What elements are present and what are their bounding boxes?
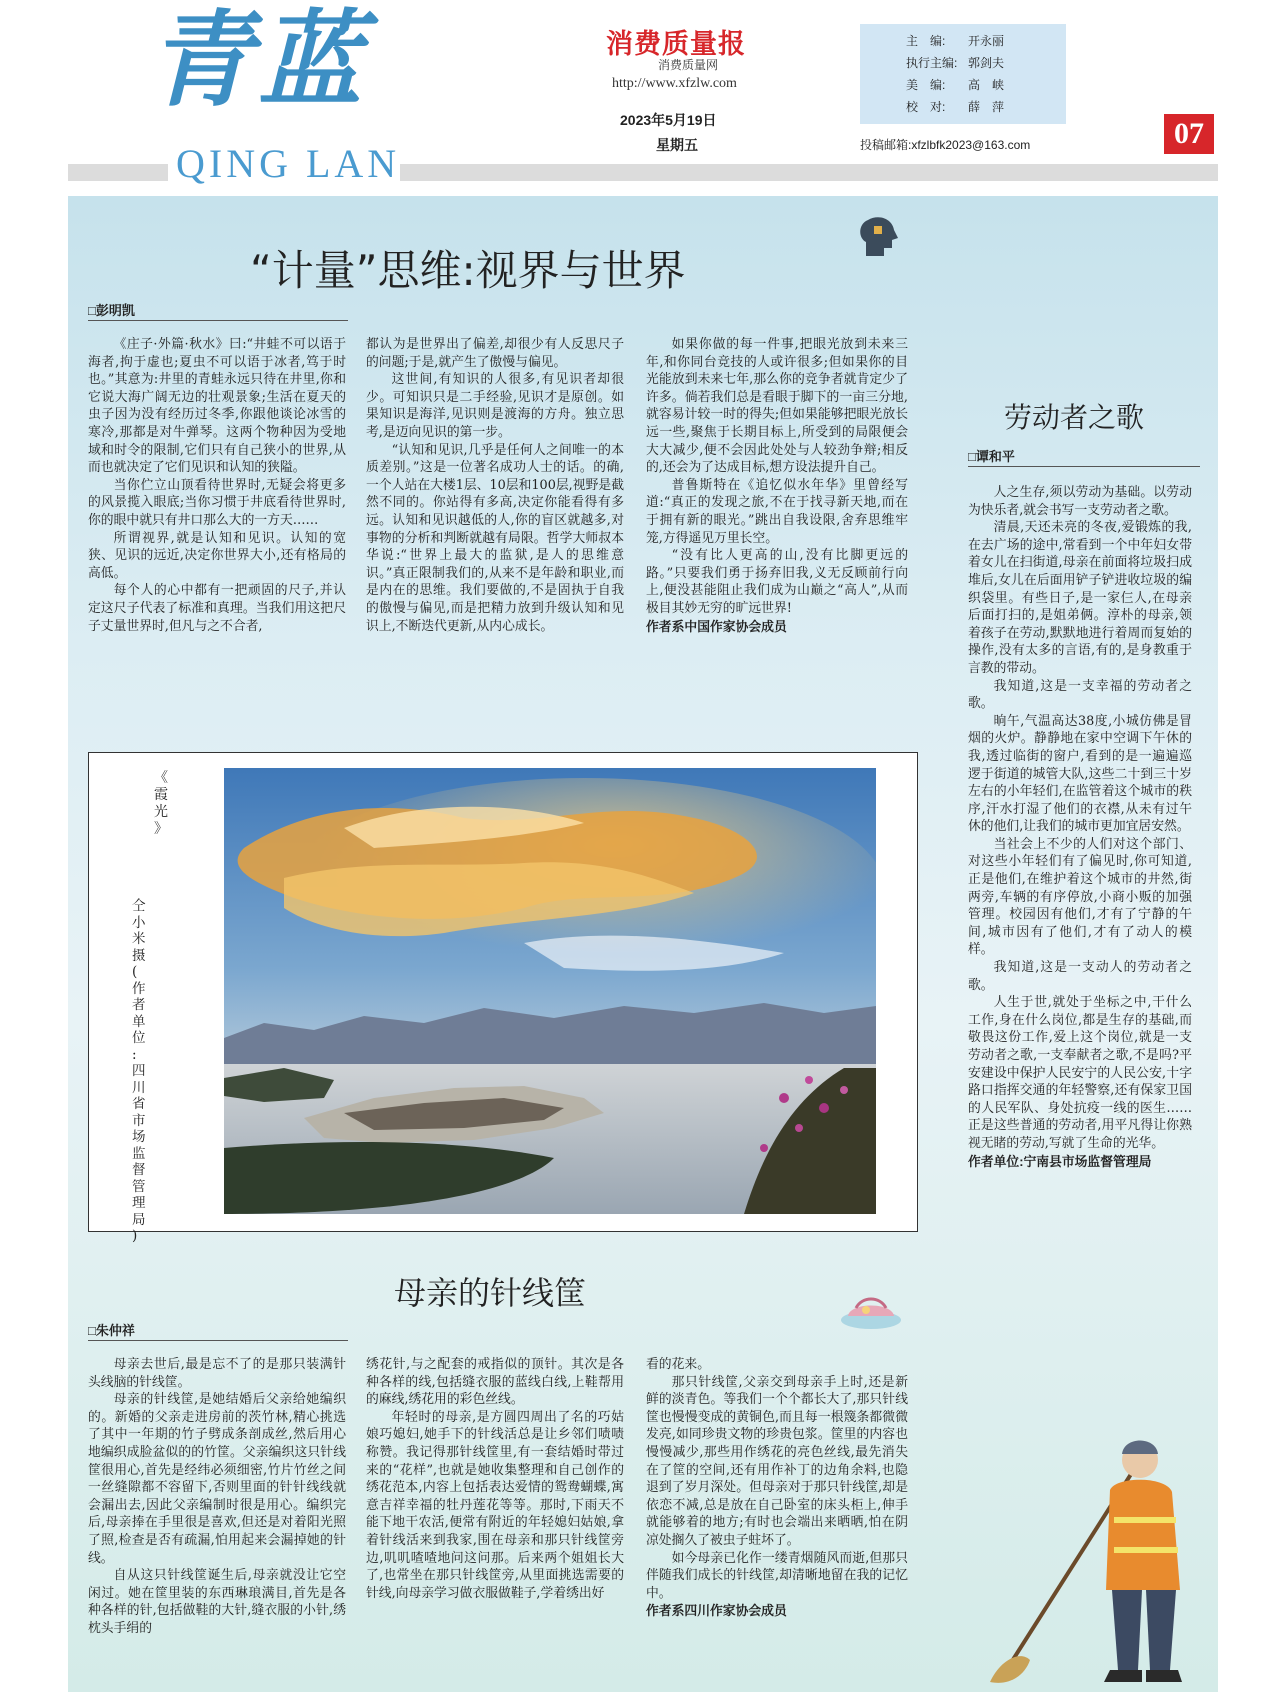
article-column-3 xyxy=(646,336,908,700)
newspaper-name: 消费质量报 xyxy=(606,29,746,59)
article-column-1 xyxy=(88,1356,346,1686)
sewing-basket-icon xyxy=(836,1286,906,1332)
street-sweeper-illustration xyxy=(990,1420,1200,1690)
paragraph: 人生于世,就处于坐标之中,干什么工作,身在什么岗位,都是生存的基础,而敬畏这份工作,爱上这个岗位,就是一支劳动者之歌,一支奉献者之歌,不是吗?平安建设中保护人民安宁的人民公安,十字路口指挥交通的年轻警察,还有保家卫国的人民军队、身处抗疫一线的医生……正是这些普通的劳动者,用平凡得让你熟视无睹的劳动,写就了生命的光华。 xyxy=(968,995,1192,1151)
article-column-1 xyxy=(88,336,346,700)
paragraph: 自从这只针线筐诞生后,母亲就没让它空闲过。她在筐里装的东西琳琅满目,首先是各种各样的针,包括做鞋的大针,缝衣服的小针,绣枕头手绢的 xyxy=(88,1568,346,1636)
article-author: □谭和平 xyxy=(968,449,1015,464)
paragraph: 看的花来。 xyxy=(646,1357,710,1372)
submission-email: 投稿邮箱:xfzlbfk2023@163.com xyxy=(860,138,1031,152)
paragraph: 那只针线筐,父亲交到母亲手上时,还是新鲜的淡青色。等我们一个个都长大了,那只针线筐也慢慢变成的黄铜色,而且每一根篾条都微微发亮,如同珍贵文物的珍贵包浆。筐里的内容也慢慢减少,那些用作绣花的亮色丝线,最先消失在了筐的空间,还有用作补丁的边角余料,也隐退到了岁月深处。但母亲对于那只针线筐,却是依恋不减,总是放在自己卧室的床头柜上,伸手就能够着的地方;有时也会端出来晒晒,怕在阴凉处搁久了被虫子蛀坏了。 xyxy=(646,1374,908,1548)
photo-credit: 仝 小 米 摄 ( 作 者 单 位 : 四 川 省 市 场 监 督 管 理 局 ) xyxy=(132,898,146,1244)
staff-box xyxy=(860,24,1066,124)
byline-rule xyxy=(88,1340,348,1341)
paragraph: 《庄子·外篇·秋水》曰:“井蛙不可以语于海者,拘于虚也;夏虫不可以语于冰者,笃于时也。”其意为:井里的青蛙永远只待在井里,你和它说大海广阔无边的壮观景象;生活在夏天的虫子因为没有经历过冬季,你跟他谈论冰雪的寒冷,那都是对牛弹琴。这两个物种因为受地域和时令的限制,它们只有自己狭小的世界,从而也就决定了它们见识和认知的狭隘。 xyxy=(88,337,346,476)
publication-weekday: 星期五 xyxy=(656,137,698,153)
paragraph: 清晨,天还未亮的冬夜,爱锻炼的我,在去广场的途中,常看到一个中年妇女带着女儿在扫街道,母亲在前面将垃圾扫成堆后,女儿在后面用铲子铲进收垃圾的编织袋里。有些日子,是一家仨人,在母亲后面打扫的,是姐弟俩。淳朴的母亲,领着孩子在劳动,默默地进行着周而复始的操作,没有太多的言语,有的,是身教重于言教的带动。 xyxy=(968,520,1192,676)
byline-rule xyxy=(88,320,348,321)
masthead-rule xyxy=(400,164,1218,181)
paragraph: 晌午,气温高达38度,小城仿佛是冒烟的火炉。静静地在家中空调下午休的我,透过临街的窗户,看到的是一遍遍巡逻于街道的城管大队,这些二十到三十岁左右的小年轻们,在监管着这个城市的秩序,汗水打湿了他们的衣襟,从未有过午休的他们,让我们的城市更加宜居安然。 xyxy=(968,713,1192,835)
masthead-rule-left xyxy=(68,164,168,181)
paragraph: 年轻时的母亲,是方圆四周出了名的巧姑娘巧媳妇,她手下的针线活总是让乡邻们啧啧称赞。我记得那针线筐里,有一套结婚时带过来的“花样”,也就是她收集整理和自己创作的绣花范本,内容上包括表达爱情的鸳鸯蝴蝶,寓意吉祥幸福的牡丹莲花等等。那时,下雨天不能下地干农活,便常有附近的年轻媳妇姑娘,拿着针线活来到我家,围在母亲和那只针线筐旁边,叽叽喳喳地问这问那。后来两个姐姐长大了,也常坐在那只针线筐旁,从里面挑选需要的针线,向母亲学习做衣服做鞋子,学着绣出好 xyxy=(366,1409,624,1601)
paragraph: 人之生存,须以劳动为基础。以劳动为快乐者,就会书写一支劳动者之歌。 xyxy=(968,485,1192,518)
paragraph: 所谓视界,就是认知和见识。认知的宽狭、见识的远近,决定你世界大小,还有格局的高低。 xyxy=(88,530,346,581)
staff-row: 校 对: 薛 萍 xyxy=(906,100,1005,114)
article-title: 母亲的针线筐 xyxy=(394,1274,587,1312)
sunset-lake-photo xyxy=(224,768,876,1214)
paragraph: “认知和见识,几乎是任何人之间唯一的本质差别。”这是一位著名成功人士的话。的确,一个人站在大楼1层、10层和100层,视野是截然不同的。你站得有多高,决定你能看得有多远。认知和见识越低的人,你的盲区就越多,对事物的分析和判断就越有局限。哲学大师叔本华说:“世界上最大的监狱,是人的思维意识。”真正限制我们的,从来不是年龄和职业,而是内在的思维。我们要做的,不是固执于自我的傲慢与偏见,而是把精力放到升级认知和见识上,不断迭代更新,从内心成长。 xyxy=(366,442,624,634)
paragraph: 母亲去世后,最是忘不了的是那只装满针头线脑的针线筐。 xyxy=(88,1357,346,1390)
paragraph: 这世间,有知识的人很多,有见识者却很少。可知识只是二手经验,见识才是原创。如果知识是海洋,见识则是渡海的方舟。独立思考,是迈向见识的第一步。 xyxy=(366,372,624,440)
paragraph: 当社会上不少的人们对这个部门、对这些小年轻们有了偏见时,你可知道,正是他们,在维护着这个城市的井然,街两旁,车辆的有序停放,小商小贩的加强管理。校园因有他们,才有了宁静的午间,城市因有了他们,才有了动人的模样。 xyxy=(968,836,1192,958)
page-number-badge: 07 xyxy=(1164,114,1214,154)
article-title: “计量”思维:视界与世界 xyxy=(250,246,686,295)
paragraph: 当你伫立山顶看待世界时,无疑会将更多的风景揽入眼底;当你习惯于井底看待世界时,你的眼中就只有井口那么大的一方天…… xyxy=(88,477,346,528)
byline-rule xyxy=(968,466,1200,467)
section-logo: 青蓝 xyxy=(148,0,369,121)
paragraph: 母亲的针线筐,是她结婚后父亲给她编织的。新婚的父亲走进房前的茨竹林,精心挑选了其中一年期的竹子劈成条剖成丝,然后用心地编织成脸盆似的的竹筐。父亲编织这只针线筐很用心,首先是经纬必须细密,竹片竹丝之间一丝缝隙都不容留下,否则里面的针针线线就会漏出去,因此父亲编制时很是用心。编织完后,母亲捧在手里很是喜欢,但还是对着阳光照了照,检查是否有疏漏,怕用起来会漏掉她的针线。 xyxy=(88,1392,346,1566)
article-column-2 xyxy=(366,336,624,700)
newspaper-site-name: 消费质量网 xyxy=(658,58,719,72)
article-author: □朱仲祥 xyxy=(88,1323,135,1338)
staff-row: 美 编: 高 峡 xyxy=(906,78,1005,92)
article-column-3 xyxy=(646,1356,908,1686)
paragraph: 都认为是世界出了偏差,却很少有人反思尺子的问题;于是,就产生了傲慢与偏见。 xyxy=(366,337,624,370)
paragraph: “没有比人更高的山,没有比脚更远的路。”只要我们勇于扬弃旧我,义无反顾前行向上,便没甚能阻止我们成为山巅之“高人”,从而极目其妙无穷的旷远世界! xyxy=(646,548,908,616)
head-silhouette-icon xyxy=(852,212,908,260)
article-column xyxy=(968,484,1192,1354)
publication-date: 2023年5月19日 xyxy=(620,112,717,128)
paragraph: 每个人的心中都有一把顽固的尺子,并认定这尺子代表了标准和真理。当我们用这把尺子丈量世界时,但凡与之不合者, xyxy=(88,583,346,634)
staff-row: 主 编: 开永丽 xyxy=(906,34,1005,48)
newspaper-url: http://www.xfzlw.com xyxy=(612,76,737,91)
author-note: 作者系四川作家协会成员 xyxy=(646,1603,787,1619)
paragraph: 如今母亲已化作一缕青烟随风而逝,但那只伴随我们成长的针线筐,却清晰地留在我的记忆中。 xyxy=(646,1550,908,1601)
staff-row: 执行主编: 郭剑夫 xyxy=(906,56,1005,70)
author-note: 作者单位:宁南县市场监督管理局 xyxy=(968,1153,1152,1169)
paragraph: 如果你做的每一件事,把眼光放到未来三年,和你同台竞技的人或许很多;但如果你的目光能放到未来七年,那么你的竞争者就肯定少了许多。倘若我们总是看眼于脚下的一亩三分地,就容易计较一时的得失;但如果能够把眼光放长远一些,聚焦于长期目标上,所受到的局限便会大大减少,便不会因此处处与人较劲争辩;相反的,还会为了达成目标,想方设法提升自己。 xyxy=(646,337,908,476)
paragraph: 我知道,这是一支幸福的劳动者之歌。 xyxy=(968,678,1192,712)
article-column-2 xyxy=(366,1356,624,1686)
article-author: □彭明凯 xyxy=(88,303,135,318)
paragraph: 绣花针,与之配套的戒指似的顶针。其次是各种各样的线,包括缝衣服的蓝线白线,上鞋帮用的麻线,绣花用的彩色丝线。 xyxy=(366,1357,624,1408)
article-title: 劳动者之歌 xyxy=(1004,401,1145,434)
paragraph: 我知道,这是一支动人的劳动者之歌。 xyxy=(968,960,1192,993)
paragraph: 普鲁斯特在《追忆似水年华》里曾经写道:“真正的发现之旅,不在于找寻新天地,而在于拥有新的眼光。”跳出自我设限,舍弃思维牢笼,方得遥见万里长空。 xyxy=(646,477,908,546)
section-logo-english: QING LAN xyxy=(176,141,401,186)
photo-title: 《 霞 光 》 xyxy=(154,770,168,837)
author-note: 作者系中国作家协会成员 xyxy=(646,618,787,634)
